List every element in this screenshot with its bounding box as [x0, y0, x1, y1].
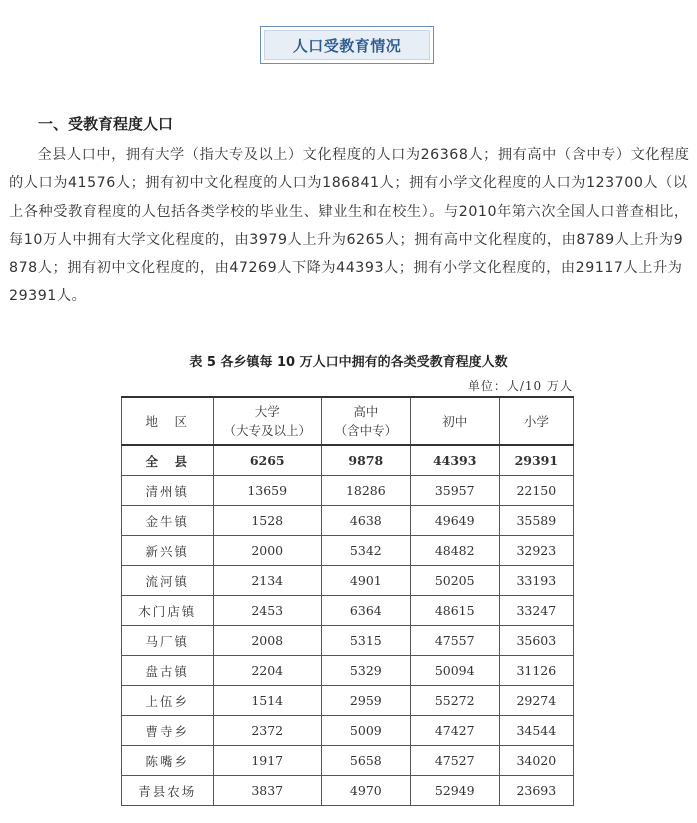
cell-area: 陈嘴乡: [122, 746, 214, 776]
cell-value: 29274: [499, 686, 573, 716]
table-body: [122, 445, 574, 806]
cell-value: 5009: [321, 716, 410, 746]
cell-value: 5315: [321, 626, 410, 656]
cell-value: 9878: [321, 445, 410, 476]
education-table: [121, 396, 574, 806]
header-university-sub: （大专及以上）: [223, 423, 311, 438]
cell-value: 35589: [499, 506, 573, 536]
cell-value: 4901: [321, 566, 410, 596]
header-area: 地 区: [122, 397, 214, 445]
table-row: [122, 566, 574, 596]
cell-value: 2959: [321, 686, 410, 716]
cell-value: 22150: [499, 476, 573, 506]
cell-area: 马厂镇: [122, 626, 214, 656]
table-row: [122, 596, 574, 626]
cell-area: 全 县: [122, 445, 214, 476]
cell-area: 青县农场: [122, 776, 214, 806]
cell-value: 1528: [213, 506, 321, 536]
page-title: 人口受教育情况: [264, 30, 430, 60]
cell-value: 18286: [321, 476, 410, 506]
cell-value: 47557: [410, 626, 499, 656]
table-row: [122, 656, 574, 686]
header-high: [321, 397, 410, 445]
table-caption: 表 5 各乡镇每 10 万人口中拥有的各类受教育程度人数: [189, 355, 508, 370]
cell-value: 23693: [499, 776, 573, 806]
cell-value: 34544: [499, 716, 573, 746]
cell-value: 5342: [321, 536, 410, 566]
cell-area: 曹寺乡: [122, 716, 214, 746]
body-paragraph: 全县人口中，拥有大学（指大专及以上）文化程度的人口为26368人；拥有高中（含中专）文化程度的人口为41576人；拥有初中文化程度的人口为186841人；拥有小学文化程度的人口为123700人（以上各种受教育程度的人包括各类学校的毕业生、肄业生和在校生）。与2010年第六次全国人口普查相比，每10万人中拥有大学文化程度的，由3979人上升为6265人；拥有高中文化程度的，由8789人上升为9878人；拥有初中文化程度的，由47269人下降为44393人；拥有小学文化程度的，由29117人上升为29391人。: [9, 147, 690, 305]
cell-value: 6364: [321, 596, 410, 626]
cell-value: 35957: [410, 476, 499, 506]
cell-value: 55272: [410, 686, 499, 716]
cell-area: 木门店镇: [122, 596, 214, 626]
cell-value: 52949: [410, 776, 499, 806]
cell-value: 50205: [410, 566, 499, 596]
cell-area: 盘古镇: [122, 656, 214, 686]
cell-value: 5658: [321, 746, 410, 776]
cell-area: 清州镇: [122, 476, 214, 506]
header-middle: 初中: [410, 397, 499, 445]
table-row: [122, 536, 574, 566]
cell-value: 33193: [499, 566, 573, 596]
cell-value: 48615: [410, 596, 499, 626]
cell-value: 44393: [410, 445, 499, 476]
cell-value: 1917: [213, 746, 321, 776]
cell-area: 上伍乡: [122, 686, 214, 716]
cell-value: 49649: [410, 506, 499, 536]
table-unit: 单位：人/10 万人: [467, 379, 573, 393]
header-primary: 小学: [499, 397, 573, 445]
cell-value: 47427: [410, 716, 499, 746]
table-row: [122, 476, 574, 506]
cell-area: 金牛镇: [122, 506, 214, 536]
cell-value: 31126: [499, 656, 573, 686]
table-row: [122, 716, 574, 746]
header-university-label: 大学: [254, 404, 280, 419]
cell-value: 2372: [213, 716, 321, 746]
cell-area: 新兴镇: [122, 536, 214, 566]
table-row: [122, 776, 574, 806]
table-row: [122, 626, 574, 656]
cell-value: 47527: [410, 746, 499, 776]
cell-value: 2453: [213, 596, 321, 626]
header-high-sub: （含中专）: [334, 423, 398, 438]
cell-value: 33247: [499, 596, 573, 626]
cell-value: 4638: [321, 506, 410, 536]
cell-value: 2134: [213, 566, 321, 596]
cell-value: 48482: [410, 536, 499, 566]
cell-value: 1514: [213, 686, 321, 716]
cell-value: 35603: [499, 626, 573, 656]
cell-value: 13659: [213, 476, 321, 506]
cell-value: 34020: [499, 746, 573, 776]
cell-value: 50094: [410, 656, 499, 686]
cell-value: 32923: [499, 536, 573, 566]
cell-value: 2000: [213, 536, 321, 566]
cell-value: 4970: [321, 776, 410, 806]
cell-value: 2008: [213, 626, 321, 656]
table-row: [122, 686, 574, 716]
table-row: [122, 445, 574, 476]
cell-value: 29391: [499, 445, 573, 476]
title-box: [260, 26, 434, 64]
header-university: [213, 397, 321, 445]
cell-area: 流河镇: [122, 566, 214, 596]
cell-value: 6265: [213, 445, 321, 476]
cell-value: 5329: [321, 656, 410, 686]
cell-value: 3837: [213, 776, 321, 806]
header-high-label: 高中: [353, 404, 379, 419]
section-heading: 一、受教育程度人口: [38, 115, 174, 133]
table-row: [122, 746, 574, 776]
cell-value: 2204: [213, 656, 321, 686]
table-row: [122, 506, 574, 536]
